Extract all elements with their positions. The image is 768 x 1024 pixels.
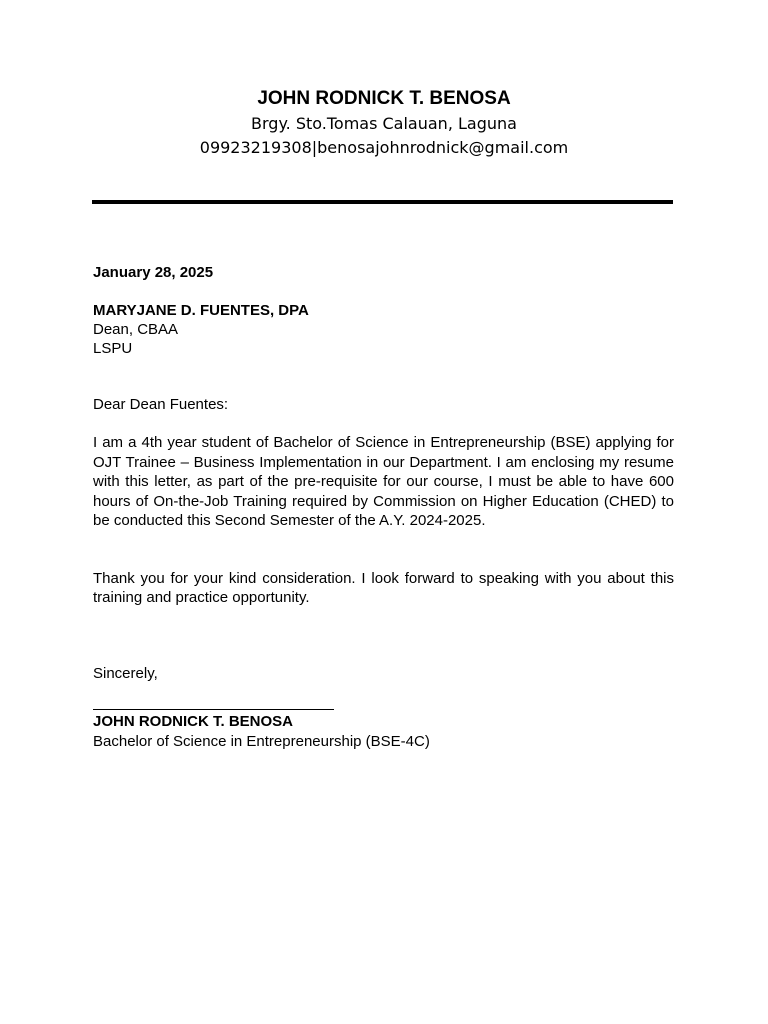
- letter-body: [93, 263, 674, 752]
- letterhead-divider: [92, 200, 673, 204]
- recipient-block: [93, 301, 674, 358]
- letterhead: [0, 86, 768, 160]
- recipient-position: Dean, CBAA: [93, 321, 179, 338]
- body-paragraph-2: Thank you for your kind consideration. I look forward to speaking with you about this training and practice opportunity.: [93, 569, 674, 606]
- letter-date: January 28, 2025: [93, 264, 214, 281]
- signature-name: JOHN RODNICK T. BENOSA: [93, 712, 294, 730]
- salutation: Dear Dean Fuentes:: [93, 396, 229, 413]
- recipient-institution: LSPU: [93, 340, 133, 357]
- signature-line: [93, 709, 334, 710]
- signature-title: Bachelor of Science in Entrepreneurship (BSE-4C): [93, 732, 430, 750]
- closing: Sincerely,: [93, 664, 158, 682]
- sender-contact: 09923219308|benosajohnrodnick@gmail.com: [199, 138, 569, 157]
- sender-name-heading: JOHN RODNICK T. BENOSA: [257, 88, 511, 109]
- body-paragraph-1: I am a 4th year student of Bachelor of Science in Entrepreneurship (BSE) applying for OJT Trainee – Business Implementation in our Department. I am enclosing my resume with this letter, as part of the pre-requisite for our course, I must be able to have 600 hours of On-the-Job Training required by Commission on Higher Education (CHED) to be conducted this Second Semester of the A.Y. 2024-2025.: [93, 434, 674, 529]
- sender-address: Brgy. Sto.Tomas Calauan, Laguna: [251, 114, 517, 133]
- recipient-name: MARYJANE D. FUENTES, DPA: [93, 302, 309, 319]
